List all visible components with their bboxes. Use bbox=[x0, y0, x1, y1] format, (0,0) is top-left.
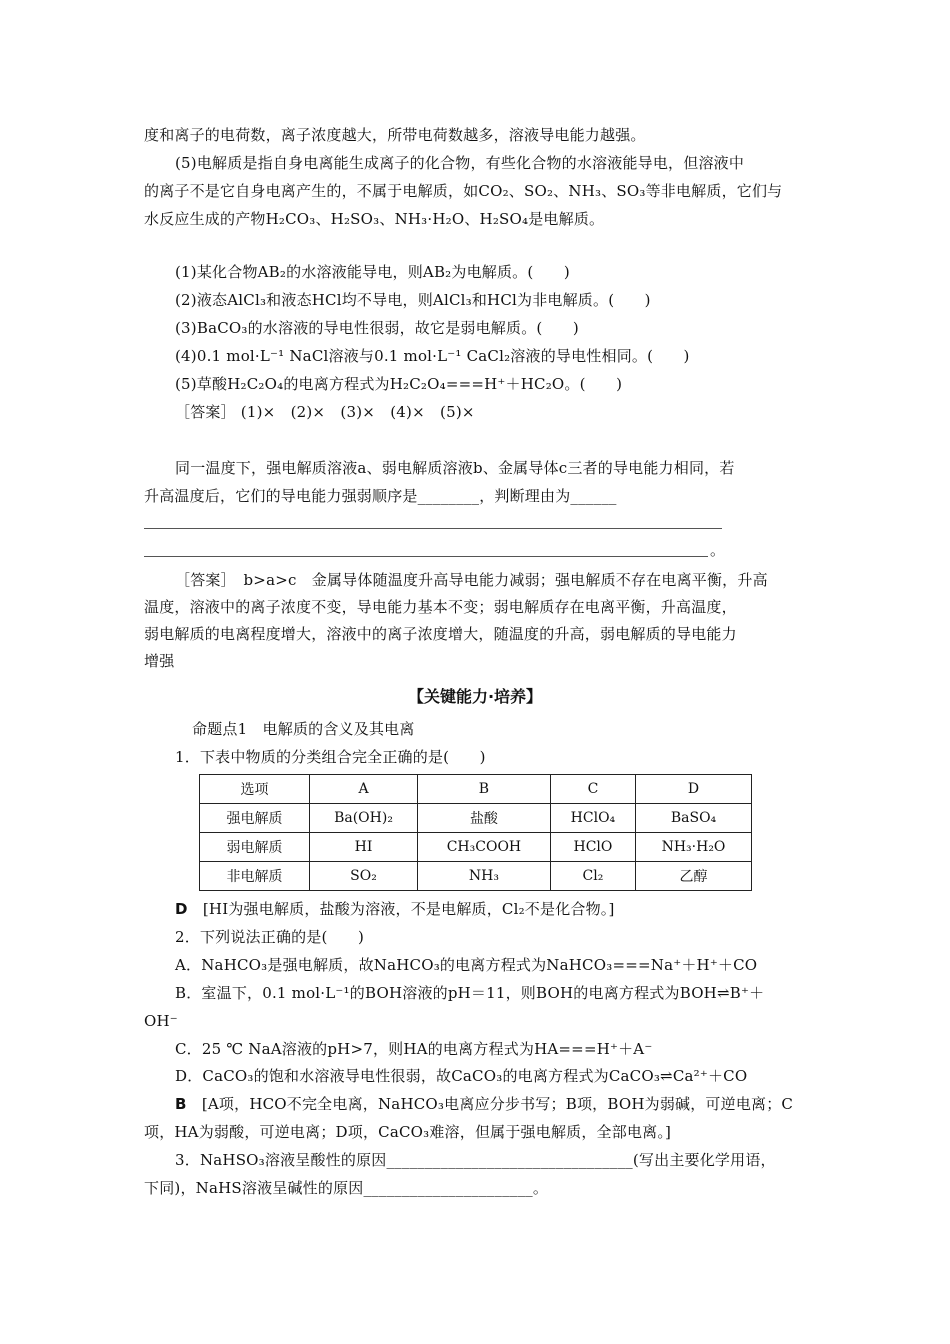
question-2-answer-line-2: 项，HA为弱酸，可逆电离；D项，CaCO₃难溶，但属于强电解质，全部电离。] bbox=[144, 1123, 672, 1141]
intro-paragraph-2-line-3: 水反应生成的产物H₂CO₃、H₂SO₃、NH₃·H₂O、H₂SO₄是电解质。 bbox=[144, 210, 605, 228]
table-header-cell: B bbox=[418, 775, 551, 804]
question-2-answer-line-1 bbox=[175, 1094, 793, 1114]
question-3-line-1: 3．NaHSO₃溶液呈酸性的原因________________________________(写出主要化学用语， bbox=[175, 1151, 776, 1169]
question-answer-line-3: 弱电解质的电离程度增大，溶液中的离子浓度增大，随温度的升高，弱电解质的导电能力 bbox=[144, 625, 737, 643]
table-cell: BaSO₄ bbox=[636, 804, 752, 833]
table-row bbox=[200, 862, 752, 891]
question-answer-line-2: 温度，溶液中的离子浓度不变，导电能力基本不变；弱电解质存在电离平衡，升高温度， bbox=[144, 598, 737, 616]
table-cell: 乙醇 bbox=[636, 862, 752, 891]
judge-item-1: (1)某化合物AB₂的水溶液能导电，则AB₂为电解质。( ) bbox=[175, 263, 570, 281]
table-header-cell: D bbox=[636, 775, 752, 804]
question-2-stem: 2．下列说法正确的是( ) bbox=[175, 928, 365, 946]
question-2-answer-text: [A项，HCO不完全电离，NaHCO₃电离应分步书写；B项，BOH为弱碱，可逆电离；C bbox=[186, 1095, 794, 1113]
judge-item-3: (3)BaCO₃的水溶液的导电性很弱，故它是弱电解质。( ) bbox=[175, 319, 579, 337]
intro-paragraph-2-line-1: (5)电解质是指自身电离能生成离子的化合物，有些化合物的水溶液能导电，但溶液中 bbox=[175, 154, 745, 172]
table-row bbox=[200, 804, 752, 833]
table-header-cell: A bbox=[310, 775, 418, 804]
intro-paragraph-1: 度和离子的电荷数，离子浓度越大，所带电荷数越多，溶液导电能力越强。 bbox=[144, 126, 646, 144]
classification-table bbox=[199, 774, 752, 891]
intro-paragraph-2-line-2: 的离子不是它自身电离产生的，不属于电解质，如CO₂、SO₂、NH₃、SO₃等非电解质，它们与 bbox=[144, 182, 783, 200]
question-answer-line-4: 增强 bbox=[144, 652, 175, 670]
table-cell: NH₃ bbox=[418, 862, 551, 891]
table-cell: 强电解质 bbox=[200, 804, 310, 833]
table-cell: CH₃COOH bbox=[418, 833, 551, 862]
question-1-answer-letter: D bbox=[175, 900, 188, 918]
table-row bbox=[200, 833, 752, 862]
topic-title: 命题点1 电解质的含义及其电离 bbox=[192, 720, 415, 738]
table-cell: NH₃·H₂O bbox=[636, 833, 752, 862]
question-2-option-b-line-1: B．室温下，0.1 mol·L⁻¹的BOH溶液的pH＝11，则BOH的电离方程式为BOH⇌B⁺＋ bbox=[175, 984, 765, 1002]
answer-blank-line-2 bbox=[144, 556, 708, 557]
table-header-row bbox=[200, 775, 752, 804]
question-2-answer-letter: B bbox=[175, 1095, 187, 1113]
judge-item-4: (4)0.1 mol·L⁻¹ NaCl溶液与0.1 mol·L⁻¹ CaCl₂溶液的导电性相同。( ) bbox=[175, 347, 690, 365]
table-cell: HClO₄ bbox=[550, 804, 635, 833]
question-3-line-2: 下同)，NaHS溶液呈碱性的原因______________________。 bbox=[144, 1179, 549, 1197]
answer-blank-line-1 bbox=[144, 528, 722, 529]
table-cell: 盐酸 bbox=[418, 804, 551, 833]
question-2-option-b-line-2: OH⁻ bbox=[144, 1012, 178, 1030]
question-2-option-d: D．CaCO₃的饱和水溶液导电性很弱，故CaCO₃的电离方程式为CaCO₃⇌Ca²⁺＋CO bbox=[175, 1067, 748, 1085]
judge-answer: ［答案］ (1)× (2)× (3)× (4)× (5)× bbox=[175, 403, 475, 421]
table-cell: HClO bbox=[550, 833, 635, 862]
question-line-2: 升高温度后，它们的导电能力强弱顺序是________，判断理由为______ bbox=[144, 487, 617, 505]
table-cell: 弱电解质 bbox=[200, 833, 310, 862]
judge-item-2: (2)液态AlCl₃和液态HCl均不导电，则AlCl₃和HCl为非电解质。( ) bbox=[175, 291, 651, 309]
table-cell: Cl₂ bbox=[550, 862, 635, 891]
question-answer-line-1: ［答案］ b>a>c 金属导体随温度升高导电能力减弱；强电解质不存在电离平衡，升高 bbox=[175, 571, 768, 589]
question-1-answer bbox=[175, 899, 615, 919]
table-cell: Ba(OH)₂ bbox=[310, 804, 418, 833]
table-header-cell: C bbox=[550, 775, 635, 804]
table-header-cell: 选项 bbox=[200, 775, 310, 804]
table-cell: HI bbox=[310, 833, 418, 862]
question-1-answer-text: [HI为强电解质，盐酸为溶液，不是电解质，Cl₂不是化合物。] bbox=[187, 900, 615, 918]
section-heading: 【关键能力·培养】 bbox=[407, 687, 543, 706]
judge-item-5: (5)草酸H₂C₂O₄的电离方程式为H₂C₂O₄===H⁺＋HC₂O。( ) bbox=[175, 375, 623, 393]
question-2-option-c: C．25 ℃ NaA溶液的pH>7，则HA的电离方程式为HA===H⁺＋A⁻ bbox=[175, 1040, 653, 1058]
question-1-stem: 1．下表中物质的分类组合完全正确的是( ) bbox=[175, 748, 486, 766]
question-2-option-a: A．NaHCO₃是强电解质，故NaHCO₃的电离方程式为NaHCO₃===Na⁺＋H⁺＋CO bbox=[175, 956, 758, 974]
table-cell: SO₂ bbox=[310, 862, 418, 891]
answer-blank-end-mark: 。 bbox=[710, 541, 726, 559]
question-line-1: 同一温度下，强电解质溶液a、弱电解质溶液b、金属导体c三者的导电能力相同，若 bbox=[175, 459, 735, 477]
table-cell: 非电解质 bbox=[200, 862, 310, 891]
